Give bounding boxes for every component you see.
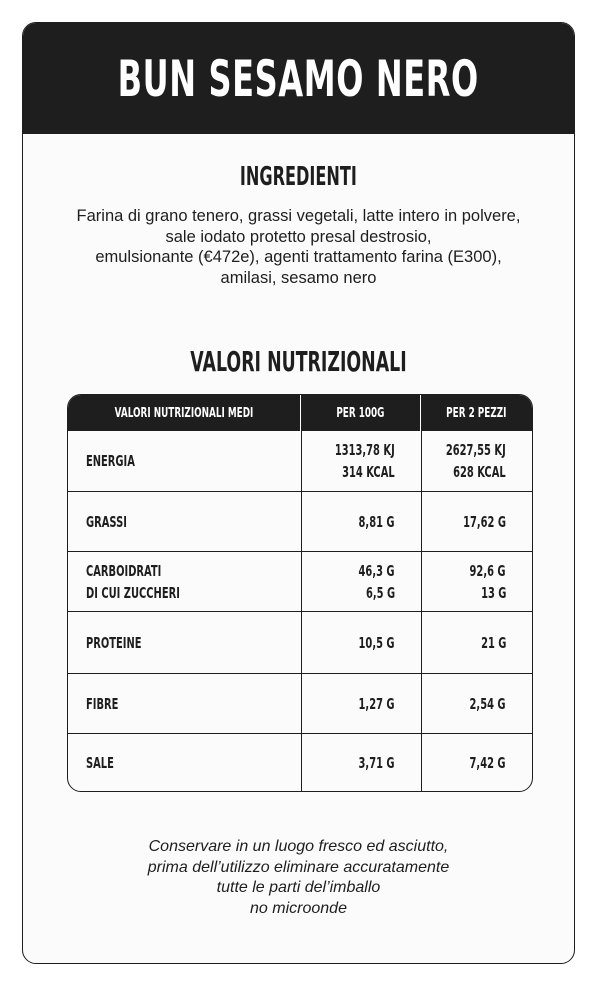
row-label-text: PROTEINE <box>86 633 142 652</box>
row-label-text: CARBOIDRATI <box>86 561 162 580</box>
value-text: 6,5 G <box>365 583 395 602</box>
row-label-text: FIBRE <box>86 694 119 713</box>
table-row-grassi <box>68 491 532 551</box>
nutrition-heading-text: VALORI NUTRIZIONALI <box>190 345 407 378</box>
column-header-per2 <box>420 395 532 431</box>
table-row-fibre <box>68 673 532 733</box>
nutrition-heading <box>23 345 574 378</box>
value-text: 13 G <box>480 583 506 602</box>
row-label-text: DI CUI ZUCCHERI <box>86 583 180 602</box>
row-label <box>68 552 301 611</box>
storage-note <box>43 837 554 919</box>
table-header <box>68 395 532 431</box>
row-label-text: ENERGIA <box>86 452 135 470</box>
storage-note-line: no microonde <box>250 899 347 917</box>
per100-value <box>301 734 421 792</box>
title-banner <box>23 23 574 134</box>
per2-value <box>421 734 532 792</box>
table-row-energia <box>68 431 532 491</box>
value-text: 3,71 G <box>358 754 395 772</box>
table-row-sale <box>68 733 532 792</box>
row-label <box>68 612 301 673</box>
ingredients-line: amilasi, sesamo nero <box>220 268 377 287</box>
per2-value <box>421 431 532 491</box>
per100-value <box>301 552 421 611</box>
value-text: 2627,55 KJ <box>446 441 506 459</box>
column-header-per100 <box>300 395 420 431</box>
value-text: 10,5 G <box>358 633 395 652</box>
per2-value <box>421 552 532 611</box>
row-label <box>68 734 301 792</box>
value-text: 8,81 G <box>358 512 395 531</box>
storage-note-line: prima dell’utilizzo eliminare accuratamente <box>147 858 450 876</box>
value-text: 314 KCAL <box>342 463 395 481</box>
value-text: 46,3 G <box>358 561 395 580</box>
ingredients-line: emulsionante (€472e), agenti trattamento farina (E300), <box>95 248 502 266</box>
ingredients-text <box>43 206 554 288</box>
value-text: 1,27 G <box>358 694 395 713</box>
value-text: 1313,78 KJ <box>335 441 395 459</box>
value-text: 628 KCAL <box>453 463 506 481</box>
per2-value <box>421 492 532 551</box>
ingredients-line: Farina di grano tenero, grassi vegetali, latte intero in polvere, <box>76 207 521 225</box>
value-text: 92,6 G <box>469 561 506 580</box>
per2-value <box>421 674 532 733</box>
per100-value <box>301 674 421 733</box>
per2-value <box>421 612 532 673</box>
storage-note-line: tutte le parti del’imballo <box>216 879 381 896</box>
ingredients-line: sale iodato protetto presal destrosio, <box>165 227 432 246</box>
column-header-text: PER 100G <box>336 405 385 421</box>
value-text: 17,62 G <box>463 512 506 531</box>
product-label-card <box>22 22 575 964</box>
table-row-carboidrati <box>68 551 532 611</box>
row-label-text: GRASSI <box>86 512 127 531</box>
column-header-label <box>68 395 300 431</box>
per100-value <box>301 612 421 673</box>
table-body <box>68 431 532 792</box>
column-header-text: VALORI NUTRIZIONALI MEDI <box>114 405 254 421</box>
per100-value <box>301 431 421 491</box>
row-label <box>68 674 301 733</box>
ingredients-heading <box>23 161 574 192</box>
per100-value <box>301 492 421 551</box>
value-text: 2,54 G <box>469 694 506 713</box>
nutrition-table <box>67 394 533 792</box>
row-label <box>68 431 301 491</box>
table-row-proteine <box>68 611 532 673</box>
row-label-text: SALE <box>86 754 114 772</box>
product-title: BUN SESAMO NERO <box>117 49 480 108</box>
column-header-text: PER 2 PEZZI <box>446 405 507 421</box>
storage-note-line: Conservare in un luogo fresco ed asciutto, <box>148 838 449 855</box>
row-label <box>68 492 301 551</box>
ingredients-heading-text: INGREDIENTI <box>239 162 358 192</box>
value-text: 21 G <box>480 633 506 652</box>
value-text: 7,42 G <box>469 754 506 772</box>
